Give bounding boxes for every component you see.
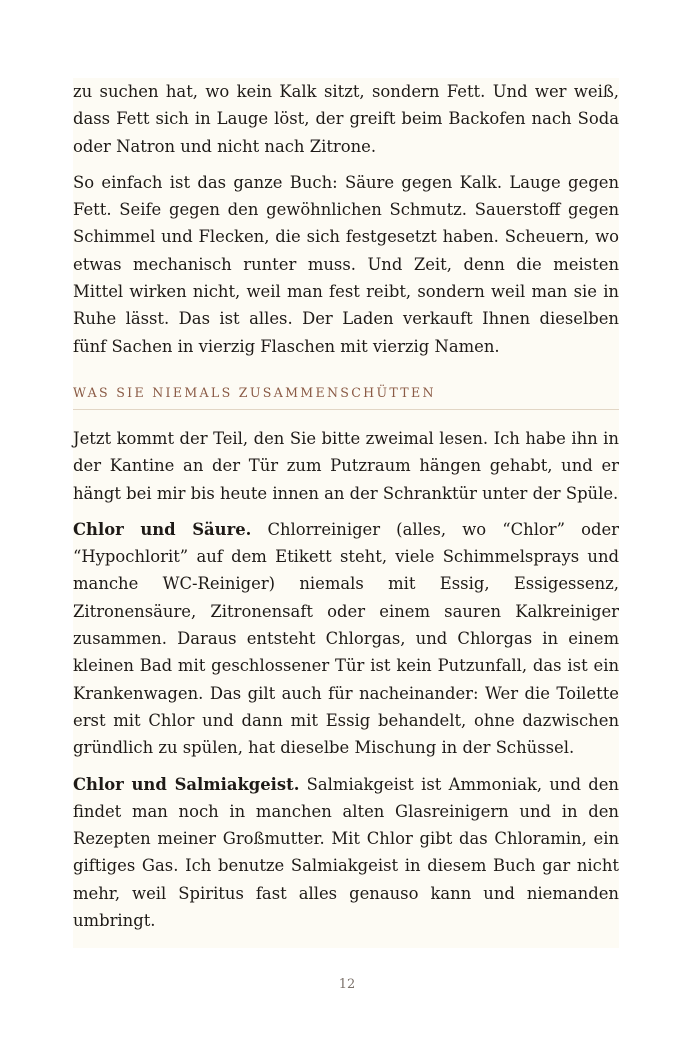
paragraph-lead: Chlor und Salmiakgeist. <box>73 774 300 794</box>
paragraph-chlorine-acid <box>73 516 619 762</box>
paragraph-whole-book <box>73 169 619 360</box>
paragraph-lead: Chlor und Säure. <box>73 519 252 539</box>
paragraph-text: Chlorreiniger (alles, wo “Chlor” oder “Hypochlorit” auf dem Etikett steht, viele Schimmelsprays und manche WC-Reiniger) niemals mit Essig, Essigessenz, Zitronensäure, Zitronensaft oder einem sauren Kalkreiniger zusammen. Daraus entsteht Chlorgas, und Chlorgas in einem kleinen Bad mit geschlossener Tür ist kein Putzunfall, das ist ein Krankenwagen. Das gilt auch für nacheinander: Wer die Toilette erst mit Chlor und dann mit Essig behandelt, ohne dazwischen gründlich zu spülen, hat dieselbe Mischung in der Schüssel. <box>73 519 619 758</box>
paragraph-text: zu suchen hat, wo kein Kalk sitzt, sondern Fett. Und wer weiß, dass Fett sich in Lauge löst, der greift beim Backofen nach Soda oder Natron und nicht nach Zitrone. <box>73 82 619 156</box>
paragraph-fat-and-lye <box>73 78 619 160</box>
paragraph-text: Salmiakgeist ist Ammoniak, und den findet man noch in manchen alten Glasreinigern und in den Rezepten meiner Großmutter. Mit Chlor gibt das Chloramin, ein giftiges Gas. Ich benutze Salmiakgeist in diesem Buch gar nicht mehr, weil Spiritus fast alles genauso kann und niemanden umbringt. <box>73 774 619 931</box>
page-number: 12 <box>338 977 356 992</box>
page-text-block <box>73 78 619 948</box>
paragraph-intro-warning <box>73 425 619 507</box>
section-heading: WAS SIE NIEMALS ZUSAMMENSCHÜTTEN <box>73 384 619 410</box>
paragraph-chlorine-ammonia <box>73 771 619 935</box>
paragraph-text: Jetzt kommt der Teil, den Sie bitte zweimal lesen. Ich habe ihn in der Kantine an der Tür zum Putzraum hängen gehabt, und er hängt bei mir bis heute innen an der Schranktür unter der Spüle. <box>73 428 619 503</box>
paragraph-text: So einfach ist das ganze Buch: Säure gegen Kalk. Lauge gegen Fett. Seife gegen den gewöhnlichen Schmutz. Sauerstoff gegen Schimmel und Flecken, die sich festgesetzt haben. Scheuern, wo etwas mechanisch runter muss. Und Zeit, denn die meisten Mittel wirken nicht, weil man fest reibt, sondern weil man sie in Ruhe lässt. Das ist alles. Der Laden verkauft Ihnen dieselben fünf Sachen in vierzig Flaschen mit vierzig Namen. <box>73 172 619 356</box>
